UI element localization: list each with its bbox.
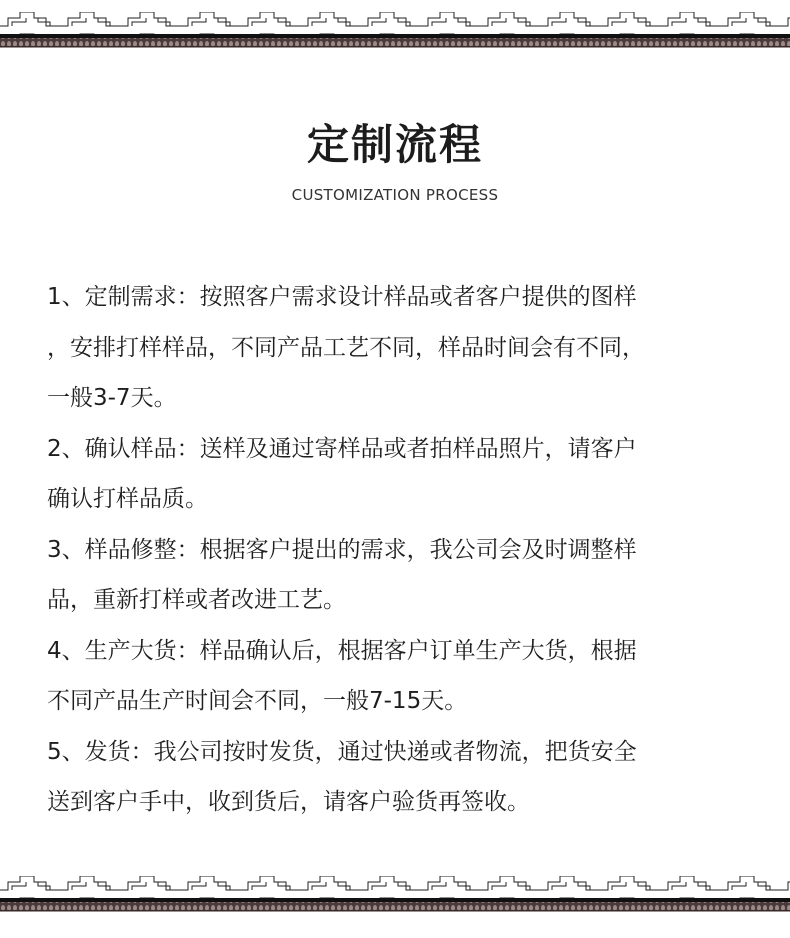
decorative-fret-border-top [0,8,790,50]
step-4-line-1: 4、生产大货：样品确认后，根据客户订单生产大货，根据 [47,637,637,664]
process-steps [47,278,757,834]
step-1-line-2: ，安排打样样品，不同产品工艺不同，样品时间会有不同， [47,334,645,361]
decorative-fret-border-bottom [0,872,790,914]
page-title: 定制流程 [306,120,483,169]
step-3-line-2: 品，重新打样或者改进工艺。 [47,587,346,613]
step-5-line-1: 5、发货：我公司按时发货，通过快递或者物流，把货安全 [47,738,637,765]
step-3-line-1: 3、样品修整：根据客户提出的需求，我公司会及时调整样 [47,536,637,563]
step-4-line-2: 不同产品生产时间会不同，一般7-15天。 [47,688,468,714]
step-2-line-2: 确认打样品质。 [47,486,208,512]
step-5-line-2: 送到客户手中，收到货后，请客户验货再签收。 [47,789,530,815]
step-1-line-1: 1、定制需求：按照客户需求设计样品或者客户提供的图样 [47,284,637,310]
step-1-line-3: 一般3-7天。 [47,385,177,411]
step-2-line-1: 2、确认样品：送样及通过寄样品或者拍样品照片，请客户 [47,435,637,462]
page-subtitle: CUSTOMIZATION PROCESS [291,186,499,204]
